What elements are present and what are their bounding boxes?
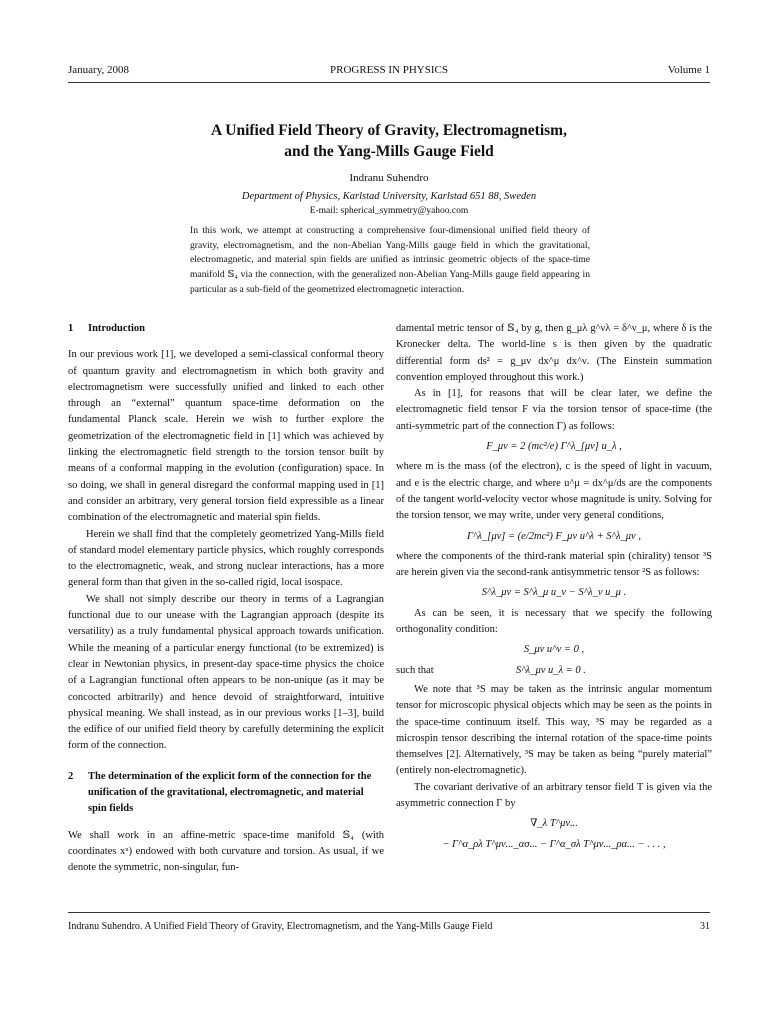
equation-orthogonality-2: S^λ_μν u_λ = 0 .: [516, 664, 586, 676]
header-date: January, 2008: [68, 64, 129, 76]
paragraph: damental metric tensor of 𝕊₄ by g, then g_μλ g^νλ = δ^ν_μ, where δ is the Kronecker delta. The world-line s is then given by the quadratic differential form ds² = g_μν dx^μ dx^ν. (The Einstein summation convention employed throughout this work.): [396, 323, 712, 383]
section-2-number: 2: [68, 770, 74, 782]
equation-field-tensor: F_μν = 2 (mc²/e) Γ^λ_[μν] u_λ ,: [486, 441, 622, 453]
footer-citation: Indranu Suhendro. A Unified Field Theory of Gravity, Electromagnetism, and the Yang-Mills Gauge Field: [68, 921, 493, 932]
running-footer: [68, 921, 710, 932]
equation-covariant-derivative: ∇_λ T^μν...: [530, 818, 578, 830]
equation-orthogonality: S_μν u^ν = 0 ,: [523, 644, 585, 656]
section-1-title: Introduction: [88, 323, 145, 334]
section-2-heading: [68, 769, 384, 818]
footer-rule: [68, 912, 710, 913]
paragraph: We shall work in an affine-metric space-time manifold 𝕊₄ (with coordinates xᵘ) endowed with both curvature and torsion. As usual, if we denote the symmetric, non-singular, fun-: [68, 829, 384, 874]
paragraph: The covariant derivative of an arbitrary tensor field T is given via the asymmetric connection Γ by: [396, 781, 712, 810]
equation-spin-tensor: S^λ_μν = S^λ_μ u_ν − S^λ_ν u_μ .: [481, 587, 627, 599]
paragraph: We note that ³S may be taken as the intrinsic angular momentum tensor for microscopic physical objects which may be seen as the points in the space-time continuum itself. This way, ³S may be regarded as a microspin tensor describing the internal rotation of the space-time points themselves [2]. Alternatively, ³S may be taken as being “purely material” (entirely non-electromagnetic).: [396, 683, 712, 777]
equation-torsion: Γ^λ_[μν] = (e/2mc²) F_μν u^λ + S^λ_μν ,: [467, 530, 641, 542]
paragraph: where the components of the third-rank material spin (chirality) tensor ³S are herein given via the second-rank antisymmetric tensor ²S as follows:: [396, 550, 712, 579]
equation-row: [396, 663, 712, 679]
header-rule: [68, 82, 710, 83]
title-line-1: A Unified Field Theory of Gravity, Electromagnetism,: [211, 122, 567, 139]
paragraph: where m is the mass (of the electron), c is the speed of light in vacuum, and e is the electric charge, and where u^μ = dx^μ/ds are the components of the tangent world-velocity vector whose magnitude is unity. Solving for the torsion tensor, we may write, under very general conditions,: [396, 461, 712, 522]
such-that-label: such that: [396, 664, 434, 676]
section-2-title: The determination of the explicit form of the connection for the unification of the gravitational, electromagnetic, and material spin fields: [88, 770, 372, 815]
paper-title: [68, 120, 710, 162]
left-column: [68, 321, 384, 877]
paragraph: As can be seen, it is necessary that we specify the following orthogonality condition:: [396, 607, 712, 636]
paragraph: We shall not simply describe our theory in terms of a Lagrangian functional due to our unease with the Lagrangian approach (despite its versatility) as a truly fundamental physical approach towards unification. While the meaning of a particular energy functional (to be extremized) is clear in Newtonian physics, in present-day space-time physics the choice of a Lagrangian functional often appears to be non-unique (as it may be concocted arbitrarily) and hence devoid of straightforward, intuitive physical meaning. We shall instead, as in our previous works [1–3], build the edifice of our unified field theory by carefully determining the explicit form of the connection.: [68, 593, 384, 752]
paragraph: As in [1], for reasons that will be clear later, we define the electromagnetic field tensor F via the torsion tensor of space-time (the anti-symmetric part of the connection Γ) as follows:: [396, 388, 712, 432]
author-affiliation: Department of Physics, Karlstad University, Karlstad 651 88, Sweden: [241, 191, 537, 202]
author-name: Indranu Suhendro: [349, 172, 429, 184]
paragraph: Herein we shall find that the completely geometrized Yang-Mills field of standard model elementary particle physics, which roughly corresponds to the electromagnetic, weak, and strong nuclear interactions, has a more general form than that given in the so-called rigid, local isospace.: [68, 528, 384, 589]
right-column: [396, 321, 712, 857]
header-volume: Volume 1: [667, 64, 710, 76]
abstract: In this work, we attempt at constructing a comprehensive four-dimensional unified field theory of gravity, electromagnetism, and the non-Abelian Yang-Mills gauge field in which the gravitational, electromagnetic, and material spin fields are unified as intrinsic geometric objects of the space-time manifold 𝕊₄ via the connection, with the generalized non-Abelian Yang-Mills gauge field appearing in particular as a sub-field of the geometrized electromagnetic interaction.: [190, 225, 590, 295]
author-email: E-mail: spherical_symmetry@yahoo.com: [309, 206, 469, 216]
page-number: 31: [700, 921, 710, 932]
header-journal: PROGRESS IN PHYSICS: [330, 64, 448, 76]
title-line-2: and the Yang-Mills Gauge Field: [284, 143, 494, 160]
equation-covariant-derivative-2: − Γ^α_ρλ T^μν..._ασ... − Γ^α_σλ T^μν..._ρα... − . . . ,: [442, 838, 666, 850]
running-header: [68, 64, 710, 76]
section-1-number: 1: [68, 323, 74, 334]
section-1-heading: [68, 321, 384, 337]
paragraph: In our previous work [1], we developed a semi-classical conformal theory of quantum gravity and electromagnetism in which both gravity and electromagnetism were successfully unified and linked to each other through an “external” quantum space-time deformation on the fundamental Planck scale. Herein we wish to further explore the geometrization of the electromagnetic field in [1] which was achieved by linking the electromagnetic field strength to the torsion tensor built by means of a conformal mapping in the evolution (configuration) space. In so doing, we shall in general disregard the conformal mapping used in [1] and consider an arbitrary, very general torsion field expressible as a linear combination of the electromagnetic and material spin fields.: [68, 349, 384, 524]
